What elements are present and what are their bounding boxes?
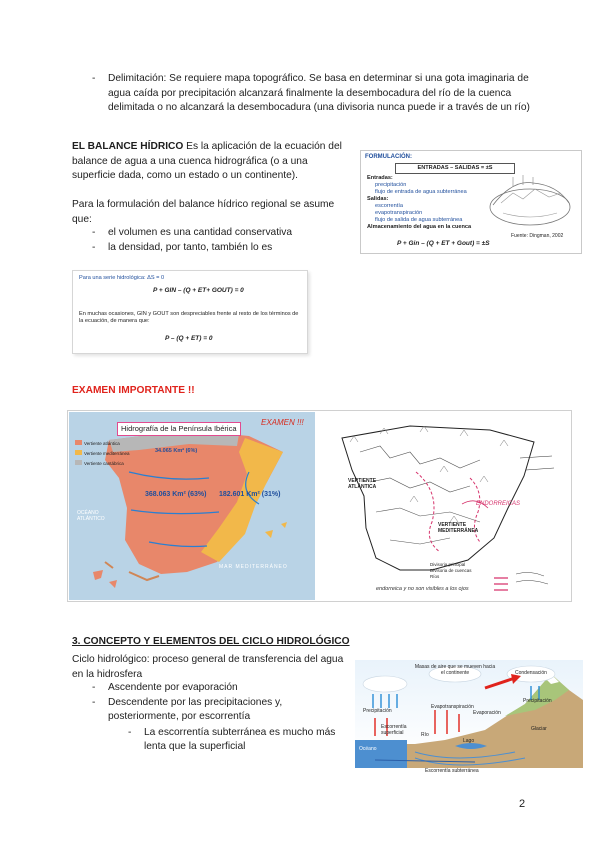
balance-regional: Para la formulación del balance hídrico regional se asume que: xyxy=(72,199,335,225)
series-equation2: P – (Q + ET) = 0 xyxy=(165,335,213,342)
groundwater-label: Escorrentía subterránea xyxy=(425,768,479,774)
delimitation-item xyxy=(92,72,532,116)
series-line1: Para una serie hidrológica: ΔS = 0 xyxy=(79,275,165,281)
salidas-item: flujo de salida de agua subterránea xyxy=(375,217,463,223)
watershed-legend xyxy=(430,562,472,580)
bullet: - xyxy=(92,73,96,84)
basin-sketch-icon xyxy=(483,173,577,231)
map-note: EXAMEN !!! xyxy=(261,418,304,427)
salidas-label: Salidas: xyxy=(367,196,389,202)
legend-item: Divisoria principal xyxy=(430,562,466,567)
med-label: VERTIENTE MEDITERRÁNEA xyxy=(438,522,479,534)
entradas-item: flujo de entrada de agua subterránea xyxy=(375,189,467,195)
cycle-list xyxy=(92,681,344,755)
maps-figure xyxy=(67,410,572,602)
ocean-label: OCÉANO ATLÁNTICO xyxy=(77,510,105,522)
watershed-caption: endorreica y no son visibles a los ojos xyxy=(376,586,469,592)
legend-item: Vertiente cantábrica xyxy=(75,460,131,468)
legend-item: Vertiente atlántica xyxy=(75,440,131,448)
formulation-final-equation: P + Gin – (Q + ET + Gout) = ±S xyxy=(397,240,490,247)
surface-runoff-label: Escorrentía superficial xyxy=(381,724,407,736)
precip-right-label: Precipitación xyxy=(523,698,552,704)
atlantic-value: 368.063 Km² (63%) xyxy=(145,491,207,498)
water-cycle-diagram xyxy=(355,660,583,780)
storage-label: Almacenamiento del agua en la cuenca xyxy=(367,224,472,230)
series-equation1: P + GIN – (Q + ET+ GOUT) = 0 xyxy=(153,287,244,294)
series-box xyxy=(72,270,308,354)
series-line2: En muchas ocasiones, GIN y GOUT son despreciables frente al resto de los términos de la ecuación, de manera que: xyxy=(79,311,299,324)
list-item: - La escorrentía subterránea es mucho más lenta que la superficial xyxy=(128,726,336,752)
list-item: - el volumen es una cantidad conservativa xyxy=(92,227,293,238)
legend-item: Ríos xyxy=(430,574,440,579)
river-label: Río xyxy=(421,732,429,738)
balance-heading: EL BALANCE HÍDRICO xyxy=(72,141,184,152)
top-value: 34.065 Km² (6%) xyxy=(155,448,198,454)
lake-label: Lago xyxy=(463,738,475,744)
ocean-label: Océano xyxy=(359,746,377,752)
list-item: - Ascendente por evaporación xyxy=(92,682,238,693)
page-number: 2 xyxy=(519,798,526,810)
peninsula-map xyxy=(69,412,315,600)
balance-intro: Es la aplicación de la ecuación del balance de agua a una cuenca hidrográfica (o a una superficie dada, como un estado o un continente). xyxy=(72,141,342,181)
cycle-intro: Ciclo hidrológico: proceso general de transferencia del agua en la hidrosfera xyxy=(72,654,344,680)
evapotranspiration-label: Evapotranspiración xyxy=(431,704,474,710)
evaporation-label: Evaporación xyxy=(473,710,501,716)
list-item: - la densidad, por tanto, también lo es xyxy=(92,241,273,253)
masses-label: Masas de aire que se mueven hacia el continente xyxy=(414,664,496,676)
cycle-heading: 3. CONCEPTO Y ELEMENTOS DEL CICLO HIDROLÓGICO xyxy=(72,636,350,647)
formulation-credit: Fuente: Dingman, 2002 xyxy=(511,233,564,239)
formulation-figure xyxy=(360,150,582,254)
endo-label: ENDORREICAS xyxy=(476,501,521,507)
watershed-map xyxy=(320,412,570,600)
formulation-title: FORMULACIÓN: xyxy=(365,154,412,160)
entradas-item: precipitación xyxy=(375,182,407,188)
med-value: 182.601 Km² (31%) xyxy=(219,491,281,498)
condensation-label: Condensación xyxy=(515,670,547,676)
formulation-equation: ENTRADAS – SALIDAS = ±S xyxy=(395,163,515,174)
precip-left-label: Precipitación xyxy=(363,708,392,714)
salidas-item: evapotranspiración xyxy=(375,210,423,216)
assumption-list xyxy=(92,226,354,255)
water-cycle-drawing xyxy=(355,660,583,780)
legend-item: Divisoria de cuencas xyxy=(430,568,472,573)
delimitation-text: Delimitación: Se requiere mapa topográfico. Se basa en determinar si una gota imaginaria de agua caída por precipitación alcanzará finalmente la desembocadura del río de la cuenca delimitada o no alcanzará la desembocadura (una divisoria nunca puede ir a través de un río) xyxy=(108,73,530,113)
map-legend xyxy=(75,440,131,468)
legend-item: Vertiente mediterránea xyxy=(75,450,131,458)
map-title: Hidrografía de la Península Ibérica xyxy=(117,422,241,436)
atlantic-label: VERTIENTE ATLÁNTICA xyxy=(348,478,377,490)
glaciar-label: Glaciar xyxy=(531,726,547,732)
entradas-label: Entradas: xyxy=(367,175,393,181)
exam-heading: EXAMEN IMPORTANTE !! xyxy=(72,385,195,396)
salidas-item: escorrentía xyxy=(375,203,403,209)
balance-paragraph xyxy=(72,140,354,184)
list-item: - Descendente por las precipitaciones y, posteriormente, por escorrentía xyxy=(92,696,283,722)
sea-label: MAR MEDITERRÁNEO xyxy=(219,564,288,570)
